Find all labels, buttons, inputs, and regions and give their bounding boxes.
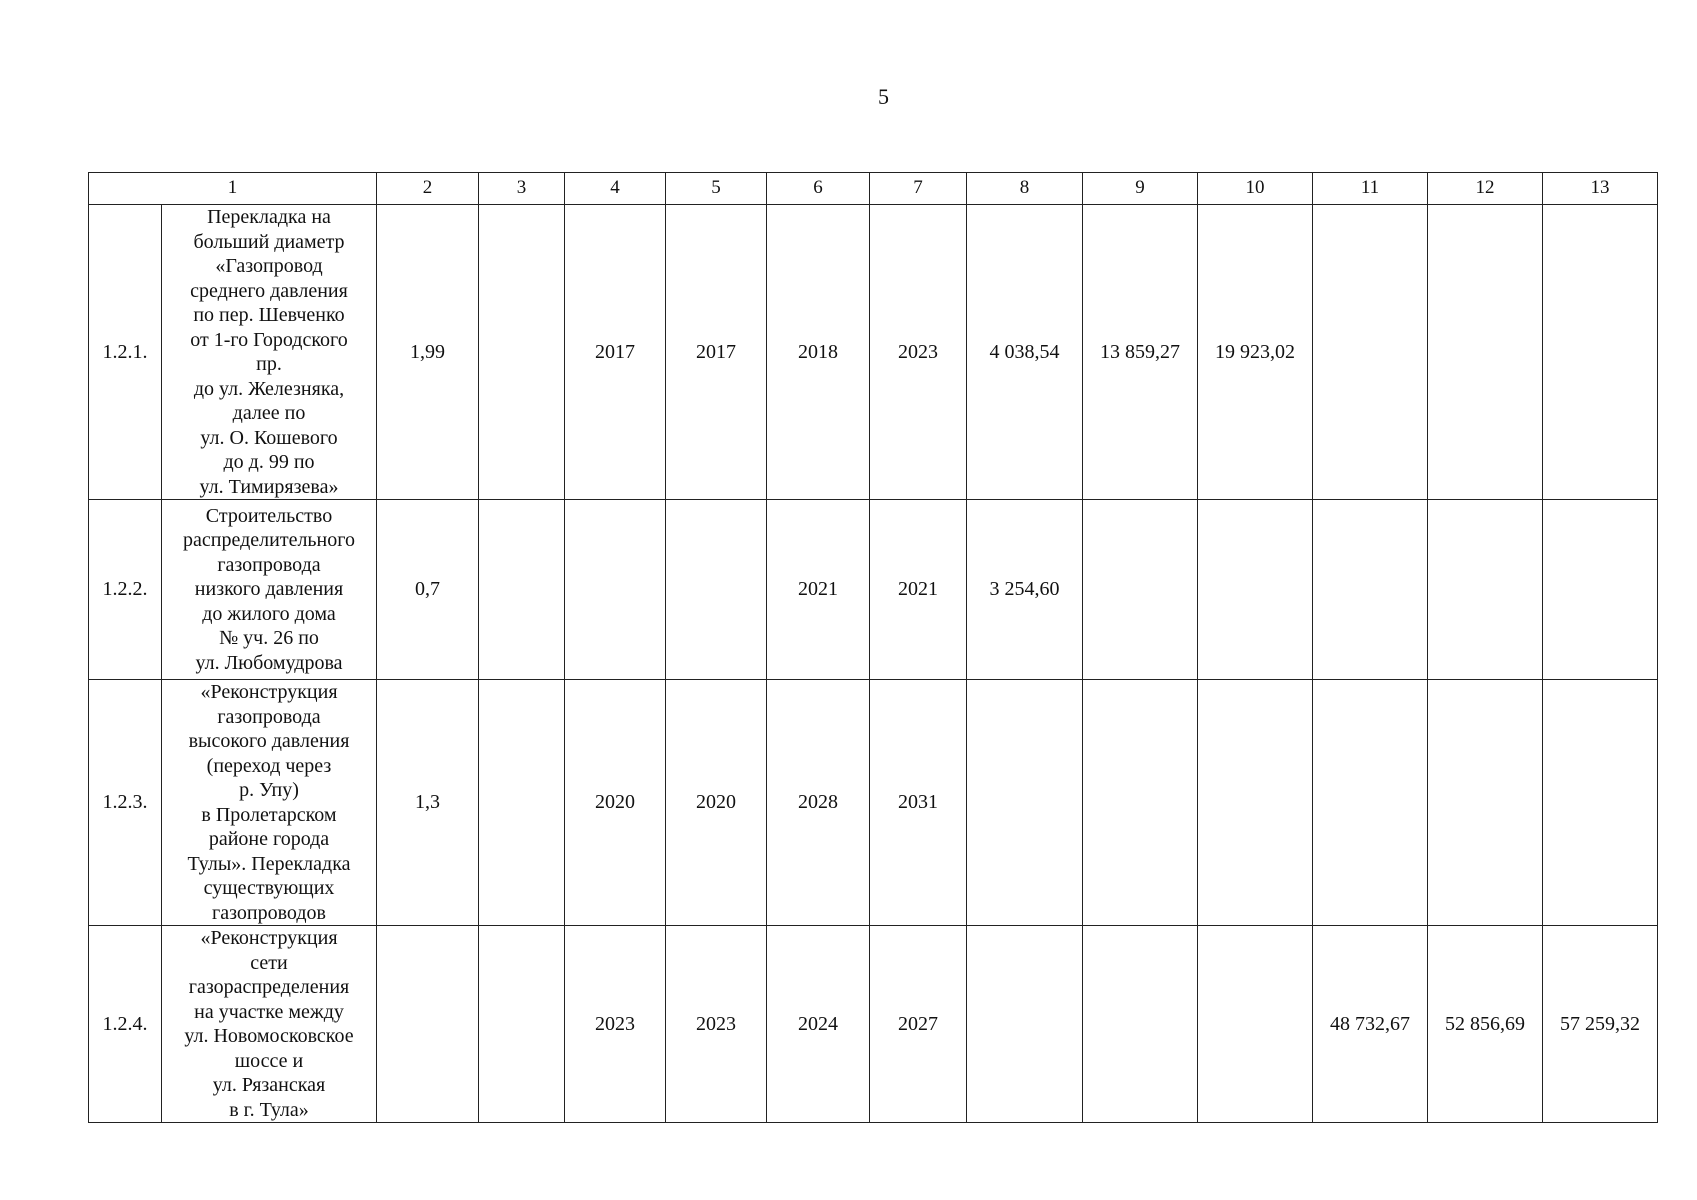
- cell-col-3: [479, 205, 565, 500]
- cell-col-3: [479, 680, 565, 926]
- data-table: [88, 172, 1658, 1123]
- row-description: «Реконструкция газопровода высокого давления (переход через р. Упу) в Пролетарском районе города Тулы». Перекладка существующих газопроводов: [162, 680, 377, 926]
- header-cell-3: 3: [479, 173, 565, 205]
- cell-col-8: 3 254,60: [967, 500, 1083, 680]
- cell-col-13: 57 259,32: [1543, 926, 1658, 1123]
- cell-col-7: 2031: [870, 680, 967, 926]
- header-cell-13: 13: [1543, 173, 1658, 205]
- cell-col-6: 2021: [767, 500, 870, 680]
- header-cell-2: 2: [377, 173, 479, 205]
- table-row: [89, 680, 1658, 926]
- cell-col-5: 2020: [666, 680, 767, 926]
- cell-col-6: 2028: [767, 680, 870, 926]
- cell-col-11: [1313, 500, 1428, 680]
- cell-col-10: 19 923,02: [1198, 205, 1313, 500]
- cell-col-11: 48 732,67: [1313, 926, 1428, 1123]
- cell-col-12: 52 856,69: [1428, 926, 1543, 1123]
- header-cell-12: 12: [1428, 173, 1543, 205]
- table-row: [89, 926, 1658, 1123]
- cell-col-6: 2024: [767, 926, 870, 1123]
- cell-col-4: 2020: [565, 680, 666, 926]
- cell-col-11: [1313, 205, 1428, 500]
- cell-col-4: 2017: [565, 205, 666, 500]
- table-row: [89, 500, 1658, 680]
- cell-col-6: 2018: [767, 205, 870, 500]
- cell-col-7: 2023: [870, 205, 967, 500]
- cell-col-9: [1083, 680, 1198, 926]
- cell-col-8: [967, 926, 1083, 1123]
- row-number: 1.2.4.: [89, 926, 162, 1123]
- cell-col-5: 2023: [666, 926, 767, 1123]
- cell-col-5: 2017: [666, 205, 767, 500]
- cell-col-13: [1543, 500, 1658, 680]
- cell-col-4: 2023: [565, 926, 666, 1123]
- header-cell-4: 4: [565, 173, 666, 205]
- header-cell-5: 5: [666, 173, 767, 205]
- cell-col-11: [1313, 680, 1428, 926]
- cell-col-13: [1543, 680, 1658, 926]
- cell-col-2: 0,7: [377, 500, 479, 680]
- header-row: [89, 173, 1658, 205]
- header-cell-9: 9: [1083, 173, 1198, 205]
- cell-col-9: [1083, 926, 1198, 1123]
- cell-col-13: [1543, 205, 1658, 500]
- cell-col-3: [479, 926, 565, 1123]
- cell-col-5: [666, 500, 767, 680]
- cell-col-2: 1,3: [377, 680, 479, 926]
- header-cell-6: 6: [767, 173, 870, 205]
- cell-col-10: [1198, 500, 1313, 680]
- header-cell-11: 11: [1313, 173, 1428, 205]
- cell-col-9: 13 859,27: [1083, 205, 1198, 500]
- cell-col-2: [377, 926, 479, 1123]
- page-number: 5: [878, 84, 889, 109]
- cell-col-7: 2027: [870, 926, 967, 1123]
- header-cell-10: 10: [1198, 173, 1313, 205]
- cell-col-12: [1428, 500, 1543, 680]
- row-description: «Реконструкция сети газораспределения на участке между ул. Новомосковское шоссе и ул. Рязанская в г. Тула»: [162, 926, 377, 1123]
- cell-col-12: [1428, 205, 1543, 500]
- row-number: 1.2.2.: [89, 500, 162, 680]
- header-cell-7: 7: [870, 173, 967, 205]
- cell-col-3: [479, 500, 565, 680]
- cell-col-2: 1,99: [377, 205, 479, 500]
- row-number: 1.2.3.: [89, 680, 162, 926]
- header-cell-8: 8: [967, 173, 1083, 205]
- row-description: Строительство распределительного газопровода низкого давления до жилого дома № уч. 26 по ул. Любомудрова: [162, 500, 377, 680]
- cell-col-8: [967, 680, 1083, 926]
- cell-col-8: 4 038,54: [967, 205, 1083, 500]
- row-description: Перекладка на больший диаметр «Газопровод среднего давления по пер. Шевченко от 1-го Городского пр. до ул. Железняка, далее по ул. О. Кошевого до д. 99 по ул. Тимирязева»: [162, 205, 377, 500]
- cell-col-12: [1428, 680, 1543, 926]
- cell-col-10: [1198, 926, 1313, 1123]
- cell-col-7: 2021: [870, 500, 967, 680]
- cell-col-9: [1083, 500, 1198, 680]
- header-cell-1: 1: [89, 173, 377, 205]
- cell-col-10: [1198, 680, 1313, 926]
- cell-col-4: [565, 500, 666, 680]
- table-row: [89, 205, 1658, 500]
- row-number: 1.2.1.: [89, 205, 162, 500]
